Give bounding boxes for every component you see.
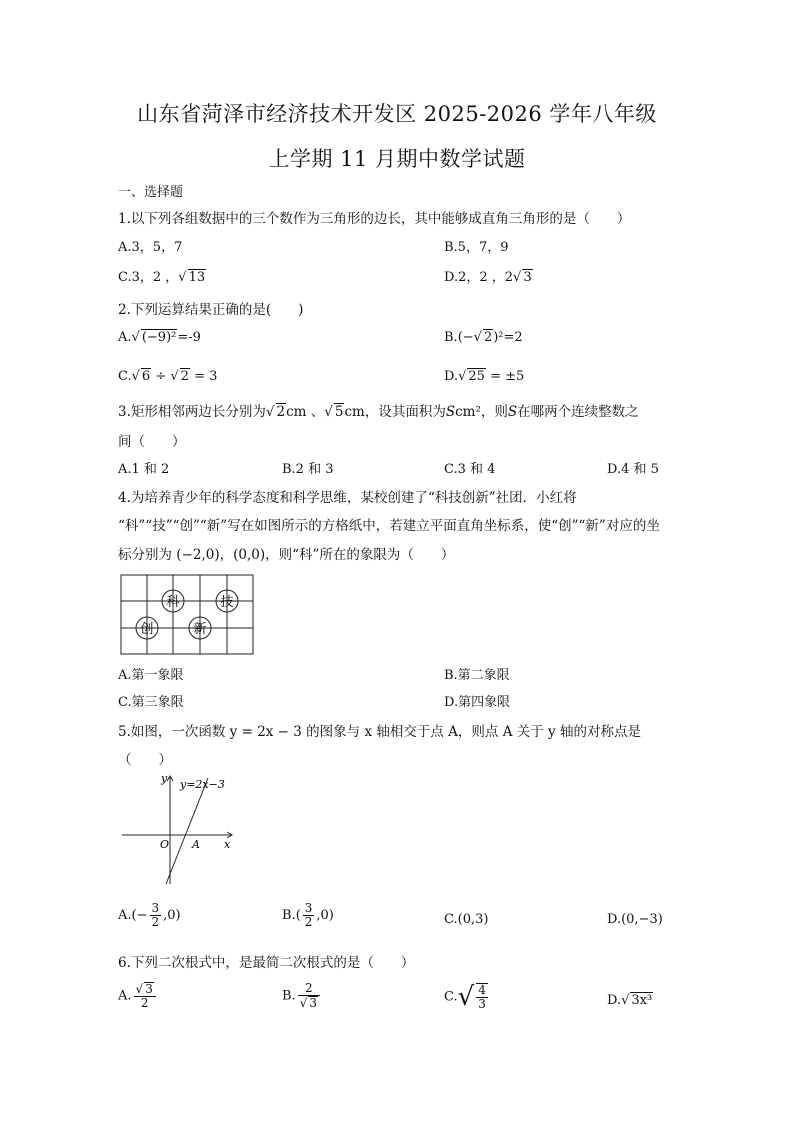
q1-option-b: B.5，7，9 <box>444 240 509 255</box>
q1-option-c: C.3，2 ，√ 13 <box>118 270 206 285</box>
q5-b-num: 3 <box>304 901 313 915</box>
q3-radicand-2: 5 <box>334 404 344 420</box>
question-5-line2: （ ） <box>118 752 172 768</box>
exam-title-line2: 上学期 11 月期中数学试题 <box>268 147 526 171</box>
q5-a-num: 3 <box>151 901 160 915</box>
q3-unit-1: cm 、 <box>286 404 325 420</box>
q2-option-b: B.(−√ 2)²=2 <box>444 330 523 345</box>
grid-char-chuang: 创 <box>140 622 154 637</box>
q4-option-d: D.第四象限 <box>444 695 511 710</box>
q2-b-result: )²=2 <box>493 330 523 345</box>
q6-a-radicand: 3 <box>145 982 153 996</box>
q5-a-den: 2 <box>151 915 160 930</box>
q5-option-b <box>282 902 334 929</box>
q2-b-radicand: 2 <box>483 330 493 345</box>
q1-option-c-radicand: 13 <box>188 270 206 285</box>
q6-c-fraction <box>476 983 488 1011</box>
q1-option-c-label: C.3，2 ， <box>118 270 179 285</box>
linear-function-graph <box>118 770 238 890</box>
graph-y-axis-label: y <box>161 772 168 785</box>
q2-option-c: C.√ 6 ÷ √ 2 = 3 <box>118 369 218 384</box>
question-3-stem: 3.矩形相邻两边长分别为√ 2cm 、√ 5cm，设其面积为Scm²，则S在哪两个连续整数之 <box>118 404 639 420</box>
q6-a-fraction <box>134 982 156 1010</box>
graph-origin-label: O <box>160 838 170 851</box>
q3-stem-a: 3.矩形相邻两边长分别为 <box>118 404 266 420</box>
question-6-stem: 6.下列二次根式中，是最简二次根式的是（ ） <box>118 955 415 971</box>
q6-b-num: 2 <box>298 982 320 996</box>
q3-option-b: B.2 和 3 <box>282 462 334 477</box>
q6-option-a <box>118 982 158 1010</box>
q2-option-a: A.√ (−9)²=-9 <box>118 330 201 345</box>
q2-c-radicand-1: 6 <box>141 369 151 384</box>
q5-b-fraction <box>303 902 315 929</box>
grid-char-ji: 技 <box>220 595 234 610</box>
q4-option-a: A.第一象限 <box>118 668 184 683</box>
question-4-line1: 4.为培养青少年的科学态度和科学思维，某校创建了“科技创新”社团．小红将 <box>118 490 577 506</box>
q3-option-c: C.3 和 4 <box>444 462 496 477</box>
question-5-line1: 5.如图，一次函数 y = 2x − 3 的图象与 x 轴相交于点 A，则点 A 关于 y 轴的对称点是 <box>118 724 641 740</box>
section-heading: 一、选择题 <box>118 185 184 200</box>
q6-option-b <box>282 982 322 1010</box>
q6-b-fraction <box>298 982 320 1010</box>
q5-option-c: C.(0,3) <box>444 912 489 927</box>
q2-option-a-label: A. <box>118 330 132 345</box>
question-4-line2: “科”“技”“创”“新”写在如图所示的方格纸中，若建立平面直角坐标系，使“创”“新”对应的坐 <box>118 518 660 534</box>
q6-a-num: √ 3 <box>134 982 156 997</box>
q1-option-d: D.2，2 ，2√ 3 <box>444 270 532 285</box>
q3-option-a: A.1 和 2 <box>118 462 170 477</box>
q3-radicand-1: 2 <box>276 404 286 420</box>
q6-option-a-label: A. <box>118 988 132 1004</box>
q6-option-d-label: D. <box>607 993 622 1008</box>
q6-a-den: 2 <box>140 996 149 1011</box>
q6-option-c: C.√ $\frac{4}{3}$ <box>444 982 486 1012</box>
q6-b-den: √ 3 <box>299 996 317 1011</box>
q5-a-fraction <box>150 902 162 929</box>
q6-option-d: D.√ 3x³ <box>607 993 653 1008</box>
q6-c-den: 3 <box>478 997 486 1011</box>
q5-b-prefix: ( <box>295 908 301 924</box>
q2-d-result: = ±5 <box>490 369 525 384</box>
q2-d-radicand: 25 <box>468 369 485 384</box>
q6-option-c-label: C. <box>444 989 458 1005</box>
q2-c-radicand-2: 2 <box>180 369 189 384</box>
q1-option-d-label: D.2，2 ，2 <box>444 270 514 285</box>
q2-c-result: = 3 <box>194 369 218 384</box>
q4-option-c: C.第三象限 <box>118 695 184 710</box>
exam-title-line1: 山东省菏泽市经济技术开发区 2025-2026 学年八年级 <box>137 102 657 126</box>
q2-b-prefix: (− <box>457 330 474 345</box>
q2-option-b-label: B. <box>444 330 458 345</box>
q5-b-den: 2 <box>304 915 313 930</box>
q3-unit-2: cm，设其面积为 <box>344 404 446 420</box>
q2-option-d: D.√ 25 = ±5 <box>444 369 525 384</box>
q5-b-suffix: ,0) <box>316 908 334 924</box>
q2-option-d-label: D. <box>444 369 459 384</box>
grid-char-xin: 新 <box>193 622 207 637</box>
q5-option-a-label: A. <box>118 908 132 924</box>
q6-c-num: 4 <box>478 982 486 997</box>
q2-a-result: =-9 <box>177 330 201 345</box>
q2-a-radicand: (−9)² <box>141 330 177 345</box>
q1-option-d-radicand: 3 <box>523 270 532 285</box>
q1-option-a: A.3，5，7 <box>118 240 183 255</box>
q5-option-b-label: B. <box>282 908 296 924</box>
q3-var-s2: S <box>507 404 518 420</box>
graph-point-a-label: A <box>192 838 200 851</box>
q3-stem-b: 在哪两个连续整数之 <box>517 404 639 420</box>
graph-equation-label: y=2x−3 <box>180 778 225 791</box>
q4-option-b: B.第二象限 <box>444 668 510 683</box>
q2-option-c-label: C. <box>118 369 132 384</box>
q6-b-radicand: 3 <box>309 996 317 1011</box>
q3-unit-3: cm²，则 <box>455 404 508 420</box>
question-2-stem: 2.下列运算结果正确的是( ) <box>118 302 304 318</box>
q2-c-divide: ÷ <box>155 369 167 384</box>
q3-var-s: S <box>445 404 456 420</box>
q5-option-d: D.(0,−3) <box>607 912 663 927</box>
q5-a-prefix: (− <box>131 908 148 924</box>
question-1-stem: 1.以下列各组数据中的三个数作为三角形的边长，其中能够成直角三角形的是（ ） <box>118 211 631 227</box>
grid-char-ke: 科 <box>166 595 180 610</box>
question-4-line3: 标分别为 (−2,0)，(0,0)，则“科”所在的象限为（ ） <box>118 547 455 563</box>
question-3-stem-cont: 间（ ） <box>118 434 186 450</box>
q5-option-a <box>118 902 181 929</box>
q6-option-b-label: B. <box>282 988 296 1004</box>
coordinate-grid-figure <box>120 574 255 656</box>
q6-d-radicand: 3x³ <box>631 993 653 1008</box>
graph-x-axis-label: x <box>224 838 231 851</box>
q5-a-suffix: ,0) <box>163 908 181 924</box>
q3-option-d: D.4 和 5 <box>607 462 659 477</box>
